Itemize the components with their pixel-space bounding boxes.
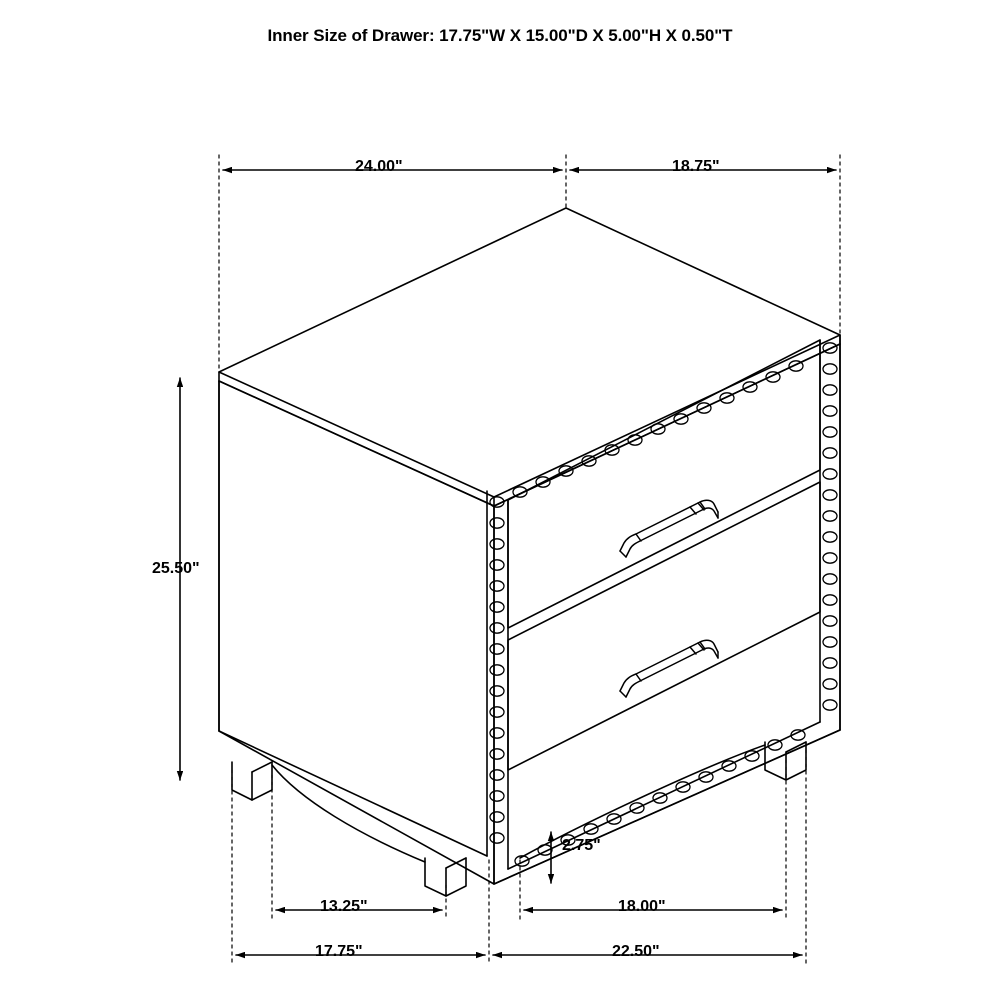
page-title: Inner Size of Drawer: 17.75"W X 15.00"D X 5.00"H X 0.50"T [267,26,733,45]
dimension-label-top-front: 24.00" [355,158,403,175]
nailhead-trim-side-right [820,335,840,730]
dimension-label-base-side: 22.50" [612,943,660,960]
dimension-label-leg-height: 2.75" [562,837,601,854]
leg-front-center [425,858,466,896]
drawer-upper [508,340,820,628]
leg-front-left [232,762,272,800]
apron-curve-right [520,745,765,858]
dimension-label-base-front: 17.75" [315,943,363,960]
nailhead-trim-left-bottom [219,731,487,856]
nailhead-studs-front-column [490,497,504,843]
nailhead-trim-front-bottom [494,722,840,884]
dimension-label-height: 25.50" [152,560,200,577]
apron-curve-left [272,765,425,862]
cabinet-top [219,208,840,506]
nailhead-studs-right-column [823,343,837,710]
dimension-label-top-side: 18.75" [672,158,720,175]
dimension-label-leg-front: 13.25" [320,898,368,915]
cabinet-front-face [219,381,494,884]
drawer-lower [508,482,820,770]
extension-lines [219,155,840,963]
dimension-label-leg-side: 18.00" [618,898,666,915]
cabinet-side-face [494,344,840,884]
